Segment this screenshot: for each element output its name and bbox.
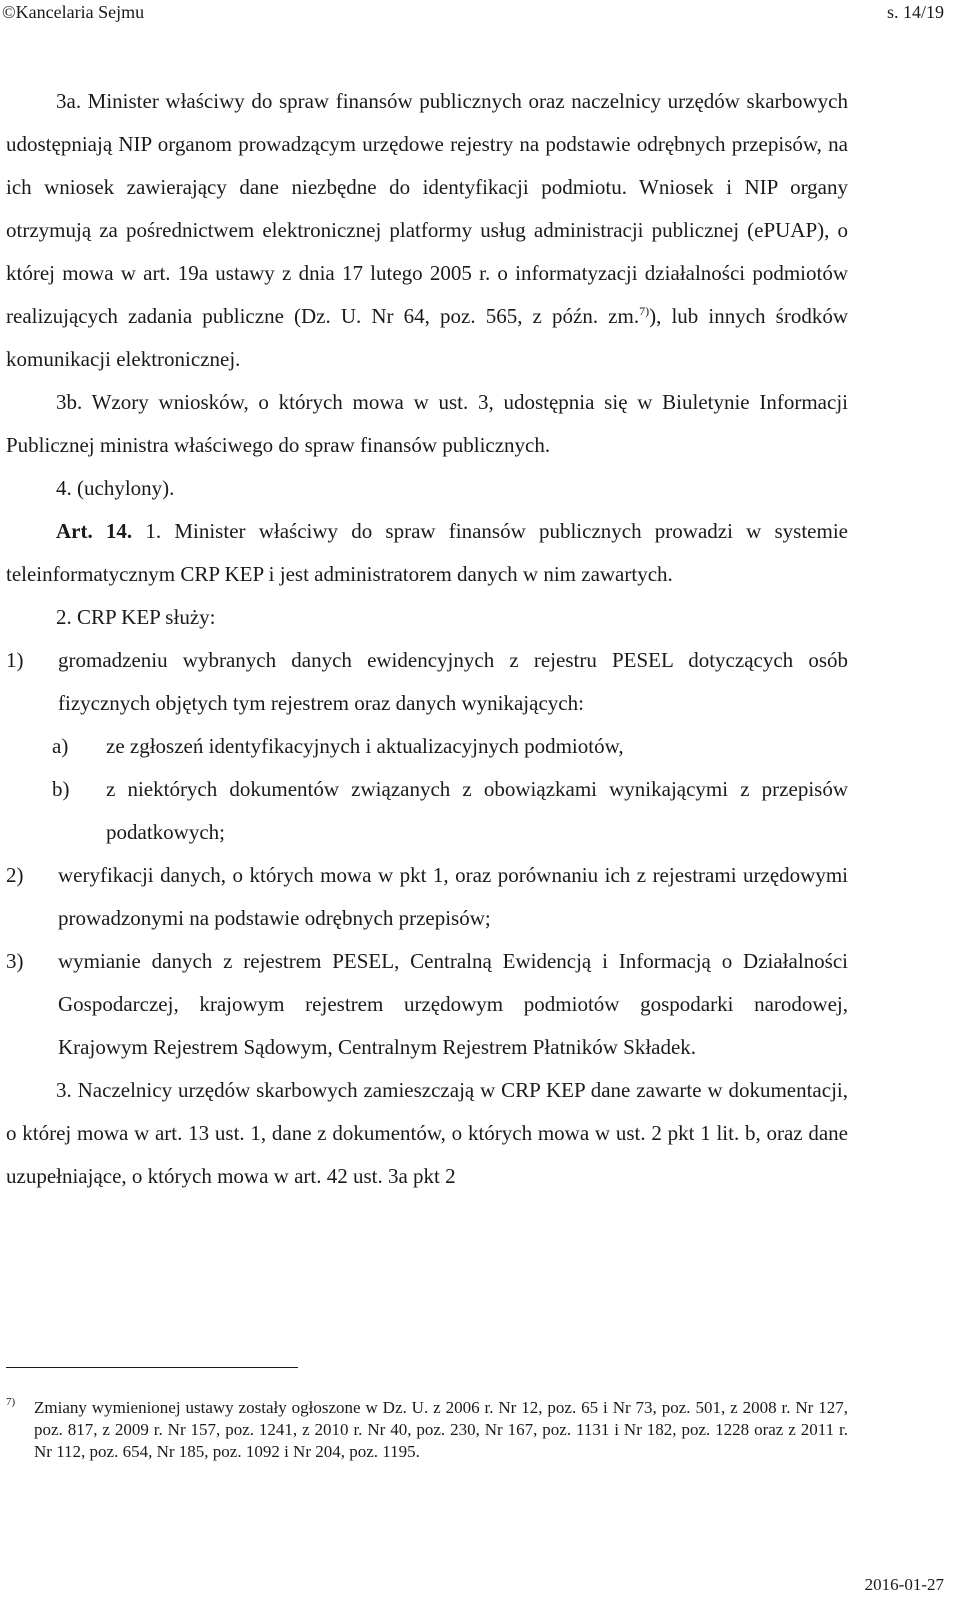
page-number: s. 14/19 [886,2,944,22]
article-label: Art. 14. [56,519,133,543]
list-item-text: z niektórych dokumentów związanych z obowiązkami wynikającymi z przepisów podatkowych; [106,777,848,844]
footnote-mark: 7) [6,1396,16,1408]
footnotes [6,1397,848,1463]
list-item-number: 3) [6,949,24,973]
footnote-7 [6,1397,848,1463]
paragraph-3: 3. Naczelnicy urzędów skarbowych zamieszczają w CRP KEP dane zawarte w dokumentacji, o której mowa w art. 13 ust. 1, dane z dokumentów, o których mowa w ust. 2 pkt 1 lit. b, oraz dane uzupełniające, o których mowa w art. 42 ust. 3a pkt 2 [6,1078,848,1188]
paragraph-3a-text: 3a. Minister właściwy do spraw finansów publicznych oraz naczelnicy urzędów skarbowych udostępniają NIP organom prowadzącym urzędowe rejestry na podstawie odrębnych przepisów, na ich wniosek zawierający dane niezbędne do identyfikacji podmiotu. Wniosek i NIP organy otrzymują za pośrednictwem elektronicznej platformy usług administracji publicznej (ePUAP), o której mowa w art. 19a ustawy z dnia 17 lutego 2005 r. o informatyzacji działalności podmiotów realizujących zadania publiczne (Dz. U. Nr 64, poz. 565, z późn. zm. [6,89,848,328]
list-item-letter: a) [52,734,69,758]
page-header [2,2,944,26]
article-14 [6,510,848,596]
footnote-text: Zmiany wymienionej ustawy zostały ogłoszone w Dz. U. z 2006 r. Nr 12, poz. 65 i Nr 73, poz. 501, z 2008 r. Nr 127, poz. 817, z 2009 r. Nr 157, poz. 1241, z 2010 r. Nr 40, poz. 230, Nr 167, poz. 1131 i Nr 182, poz. 1228 oraz z 2011 r. Nr 112, poz. 654, Nr 185, poz. 1092 i Nr 204, poz. 1195. [34,1398,848,1461]
list-item [6,854,848,940]
paragraph-3b: 3b. Wzory wniosków, o których mowa w ust. 3, udostępnia się w Biuletynie Informacji Publicznej ministra właściwego do spraw finansów publicznych. [6,390,848,457]
document-body [6,80,848,1198]
list-item-number: 2) [6,863,24,887]
list-item [6,639,848,725]
article-14-text: 1. Minister właściwy do spraw finansów publicznych prowadzi w systemie teleinformatycznym CRP KEP i jest administratorem danych w nim zawartych. [6,519,848,586]
header-copyright: ©Kancelaria Sejmu [2,2,145,22]
footer-date: 2016-01-27 [864,1575,944,1594]
list-item-number: 1) [6,648,24,672]
list-item-text: gromadzeniu wybranych danych ewidencyjnych z rejestru PESEL dotyczących osób fizycznych objętych tym rejestrem oraz danych wynikających: [58,648,848,715]
list-item-text: ze zgłoszeń identyfikacyjnych i aktualizacyjnych podmiotów, [106,734,624,758]
paragraph-3a [6,80,848,381]
paragraph-4: 4. (uchylony). [56,476,175,500]
list-item [6,940,848,1069]
list-item-text: weryfikacji danych, o których mowa w pkt 1, oraz porównaniu ich z rejestrami urzędowymi prowadzonymi na podstawie odrębnych przepisów; [58,863,848,930]
paragraph-2: 2. CRP KEP służy: [56,605,216,629]
paragraph-3a-tail: ), lub innych środków komunikacji elektronicznej. [6,304,848,371]
footnote-ref-7[interactable]: 7) [639,304,650,318]
list-item [6,725,848,768]
list-item-letter: b) [52,777,70,801]
list-item [6,768,848,854]
footnote-separator [6,1367,298,1368]
list-item-text: wymianie danych z rejestrem PESEL, Centralną Ewidencją i Informacją o Działalności Gospodarczej, krajowym rejestrem urzędowym podmiotów gospodarki narodowej, Krajowym Rejestrem Sądowym, Centralnym Rejestrem Płatników Składek. [58,949,848,1059]
